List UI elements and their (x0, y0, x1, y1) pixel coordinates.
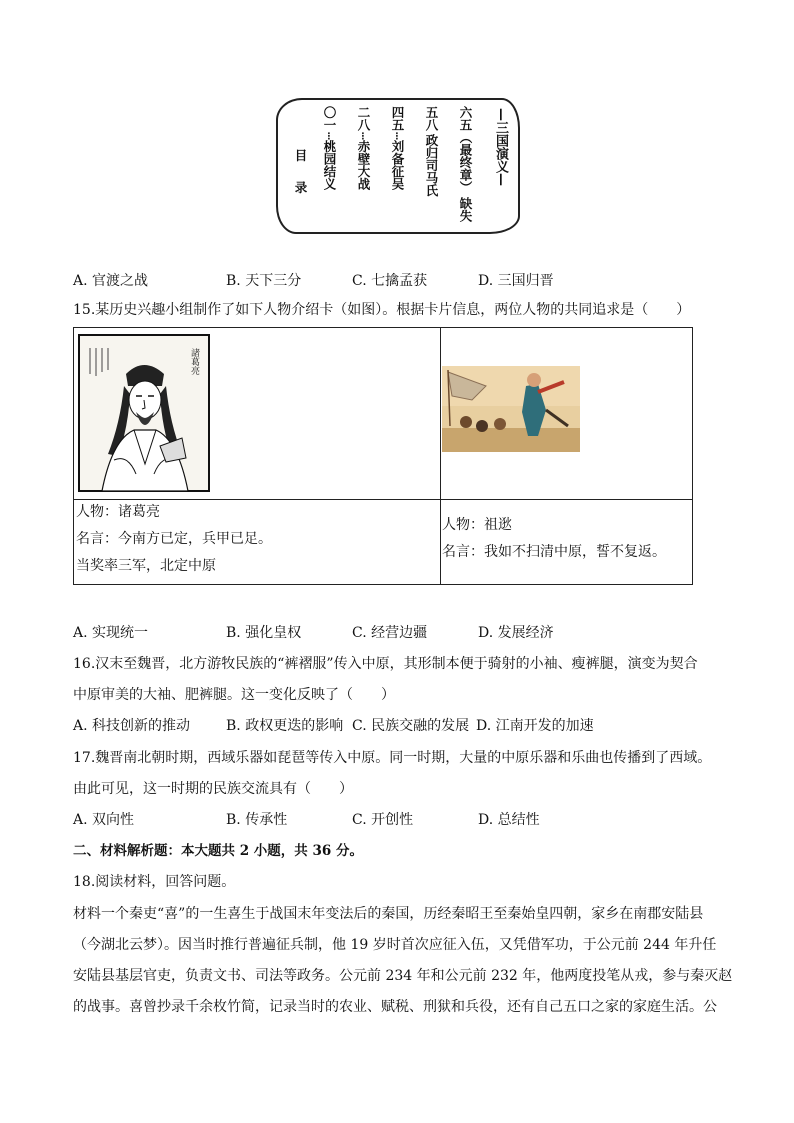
toc-entry-28: 二八 ⋮ 赤壁大战 (356, 106, 371, 190)
toc-figure (276, 98, 520, 234)
q15-option-c: C. 经营边疆 (352, 625, 428, 641)
toc-title: —三国演义— (493, 108, 508, 186)
q16-stem-line1: 16.汉末至魏晋，北方游牧民族的“裤褶服”传入中原，其形制本便于骑射的小袖、瘦裤腿，演变为契合 (73, 656, 698, 672)
q14-option-c: C. 七擒孟获 (352, 273, 428, 289)
q14-option-d: D. 三国归晋 (478, 273, 554, 289)
q18-material-line2: （今湖北云梦）。因当时推行普遍征兵制，他 19 岁时首次应征入伍，又凭借军功，于公元前 244 年升任 (73, 937, 717, 953)
q17-option-a: A. 双向性 (73, 812, 135, 828)
card-left-quote-line2: 当奖率三军，北定中原 (76, 558, 216, 574)
q14-option-a: A. 官渡之战 (73, 273, 149, 289)
q15-option-d: D. 发展经济 (478, 625, 554, 641)
toc-entry-45: 四五 ⋮ 刘备征吴 (390, 106, 405, 190)
q16-stem-line2: 中原审美的大袖、肥裤腿。这一变化反映了（ ） (73, 687, 395, 703)
q18-material-line3: 安陆县基层官吏，负责文书、司法等政务。公元前 234 年和公元前 232 年，他两度投笔从戎，参与秦灭赵 (73, 968, 733, 984)
card-left-name: 人物：诸葛亮 (76, 504, 160, 520)
q14-option-b: B. 天下三分 (226, 273, 302, 289)
q15-stem: 15.某历史兴趣小组制作了如下人物介绍卡（如图）。根据卡片信息，两位人物的共同追求是（ ） (73, 302, 691, 318)
table-divider-vertical (440, 328, 441, 584)
q17-stem-line2: 由此可见，这一时期的民族交流具有（ ） (73, 781, 353, 797)
card-right-name: 人物：祖逖 (442, 517, 512, 533)
q17-option-c: C. 开创性 (352, 812, 414, 828)
section-heading: 二、材料解析题：本大题共 2 小题，共 36 分。 (73, 843, 363, 859)
card-left-quote-line1: 名言：今南方已定，兵甲已足。 (76, 531, 272, 547)
q15-option-a: A. 实现统一 (73, 625, 149, 641)
q17-option-b: B. 传承性 (226, 812, 288, 828)
zu-ti-painting-image (442, 366, 580, 452)
q18-material-line4: 的战事。喜曾抄录千余枚竹简，记录当时的农业、赋税、刑狱和兵役，还有自己五口之家的家庭生活。公 (73, 999, 717, 1015)
table-divider-horizontal (74, 499, 692, 500)
q18-material-line1: 材料一个秦吏“喜”的一生喜生于战国末年变法后的秦国，历经秦昭王至秦始皇四朝，家乡在南郡安陆县 (73, 906, 704, 922)
q18-stem: 18.阅读材料，回答问题。 (73, 874, 236, 890)
portrait-caption: 諸葛亮 (189, 348, 199, 375)
q16-option-c: C. 民族交融的发展 (352, 718, 470, 734)
toc-entry-58: 五八 政归司马氏 (424, 106, 439, 197)
toc-entry-65: 六五（最终章） 缺失 (458, 106, 473, 222)
card-right-quote: 名言：我如不扫清中原，誓不复返。 (442, 544, 666, 560)
toc-entry-01: 〇一 ⋮ 桃园结义 (322, 106, 337, 190)
q15-option-b: B. 强化皇权 (226, 625, 302, 641)
zhuge-liang-portrait-image (78, 334, 210, 492)
q16-option-b: B. 政权更迭的影响 (226, 718, 344, 734)
q17-stem-line1: 17.魏晋南北朝时期，西域乐器如琵琶等传入中原。同一时期，大量的中原乐器和乐曲也传播到了西域。 (73, 750, 712, 766)
q15-card-table (73, 327, 693, 585)
q16-option-d: D. 江南开发的加速 (476, 718, 594, 734)
q16-option-a: A. 科技创新的推动 (73, 718, 191, 734)
q17-option-d: D. 总结性 (478, 812, 540, 828)
toc-heading: 目 录 (294, 148, 308, 195)
